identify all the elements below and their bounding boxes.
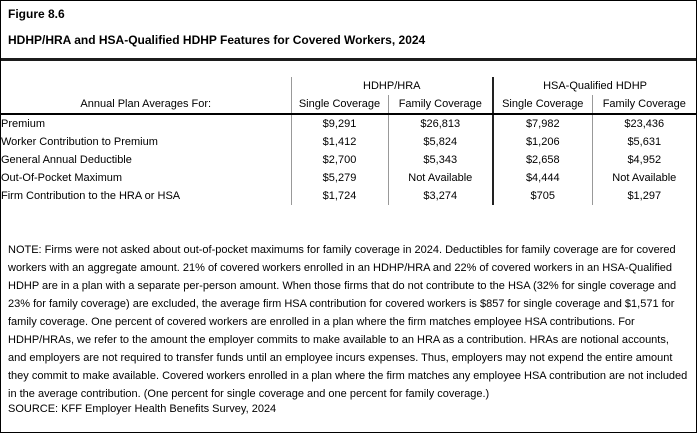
figure-number: Figure 8.6 xyxy=(8,7,65,21)
row-label: Worker Contribution to Premium xyxy=(1,136,158,148)
cell-value: $4,952 xyxy=(592,151,696,169)
table-row-out-of-pocket-maximum xyxy=(1,169,696,187)
cell-value: $5,279 xyxy=(291,169,388,187)
note-text: NOTE: Firms were not asked about out-of-pocket maximums for family coverage in 2024. Deductibles for family coverage are for covered workers with an aggregate amount. 21% of covered workers enrolled in an HDHP/HRA and 22% of covered workers in an HSA-Qualified HDHP are in a plan with a separate per-person amount. When those firms that do not contribute to the HSA (32% for single coverage and 23% for family coverage) are excluded, the average firm HSA contribution for covered workers is $857 for single coverage and $1,571 for family coverage. One percent of covered workers are enrolled in a plan where the firm matches employee HSA contributions. For HDHP/HRAs, we refer to the amount the employer commits to make available to an HRA as a contribution. HRAs are notional accounts, and employers are not required to transfer funds until an employee incurs expenses. Thus, employers may not expend the entire amount they commit to make available. Covered workers enrolled in a plan where the firm matches any employee HSA contribution are not included in the average contribution. (One percent for single coverage and one percent for family coverage.) xyxy=(8,244,688,400)
cell-value: $1,412 xyxy=(291,133,388,151)
cell-value: $2,658 xyxy=(493,151,592,169)
cell-value: $2,700 xyxy=(291,151,388,169)
title-separator-rule xyxy=(1,58,696,61)
row-header-label: Annual Plan Averages For: xyxy=(1,95,291,114)
cell-value: $705 xyxy=(493,187,592,205)
column-header-row xyxy=(1,95,696,114)
title-block xyxy=(1,1,696,47)
group-header-spacer xyxy=(1,77,291,95)
cell-value: $1,297 xyxy=(592,187,696,205)
cell-value: $7,982 xyxy=(493,114,592,133)
col-header-hsa-family: Family Coverage xyxy=(592,95,696,114)
cell-value: $1,206 xyxy=(493,133,592,151)
cell-value: $4,444 xyxy=(493,169,592,187)
cell-value: $9,291 xyxy=(291,114,388,133)
plan-averages-table xyxy=(1,77,696,205)
cell-value: $1,724 xyxy=(291,187,388,205)
row-label: Out-Of-Pocket Maximum xyxy=(1,172,123,184)
table-row-firm-contribution xyxy=(1,187,696,205)
cell-value: $5,631 xyxy=(592,133,696,151)
cell-value: Not Available xyxy=(388,169,493,187)
cell-value: $5,343 xyxy=(388,151,493,169)
col-header-hdhp-single: Single Coverage xyxy=(291,95,388,114)
table-row-premium xyxy=(1,114,696,133)
group-header-hsa-qualified-hdhp: HSA-Qualified HDHP xyxy=(493,77,696,95)
col-header-hdhp-family: Family Coverage xyxy=(388,95,493,114)
cell-value: $26,813 xyxy=(388,114,493,133)
cell-value: $3,274 xyxy=(388,187,493,205)
cell-value: $5,824 xyxy=(388,133,493,151)
table-row-worker-contribution xyxy=(1,133,696,151)
row-label: Premium xyxy=(1,118,46,130)
col-header-hsa-single: Single Coverage xyxy=(493,95,592,114)
source-text: SOURCE: KFF Employer Health Benefits Survey, 2024 xyxy=(8,403,277,415)
table-row-general-deductible xyxy=(1,151,696,169)
cell-value: $23,436 xyxy=(592,114,696,133)
group-header-row xyxy=(1,77,696,95)
cell-value: Not Available xyxy=(592,169,696,187)
figure-title: HDHP/HRA and HSA-Qualified HDHP Features for Covered Workers, 2024 xyxy=(8,33,426,47)
group-header-hdhp-hra: HDHP/HRA xyxy=(291,77,493,95)
row-label: Firm Contribution to the HRA or HSA xyxy=(1,190,181,202)
row-label: General Annual Deductible xyxy=(1,154,132,166)
